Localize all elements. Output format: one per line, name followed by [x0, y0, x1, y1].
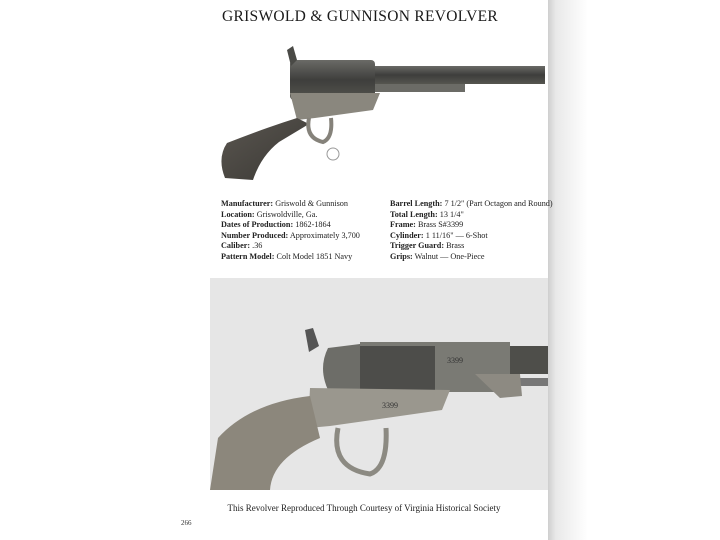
spec-barrel-length: Barrel Length: 7 1/2" (Part Octagon and Round) — [390, 199, 553, 208]
frame-serial: 3399 — [382, 401, 398, 410]
barrel-serial: 3399 — [447, 356, 463, 365]
spec-pattern-model: Pattern Model: Colt Model 1851 Navy — [221, 251, 353, 261]
page-edge-shadow — [548, 0, 720, 540]
spec-grips: Grips: Walnut — One-Piece — [390, 251, 485, 261]
page-number: 266 — [181, 519, 192, 527]
photo-caption: This Revolver Reproduced Through Courtesy of Virginia Historical Society — [227, 503, 501, 513]
spec-manufacturer: Manufacturer: Griswold & Gunnison — [221, 199, 348, 208]
revolver-photo-full — [205, 38, 555, 188]
spec-dates: Dates of Production: 1862-1864 — [221, 220, 331, 230]
spec-cylinder: Cylinder: 1 11/16" — 6-Shot — [390, 230, 488, 240]
specs-right-column — [390, 199, 553, 263]
specs-left-column — [221, 199, 360, 263]
spec-frame: Frame: Brass S#3399 — [390, 220, 464, 230]
spec-number-produced: Number Produced: Approximately 3,700 — [221, 230, 360, 240]
spec-caliber: Caliber: .36 — [221, 241, 263, 251]
spec-trigger-guard: Trigger Guard: Brass — [390, 241, 465, 251]
spec-location: Location: Griswoldville, Ga. — [221, 209, 318, 219]
page-title: GRISWOLD & GUNNISON REVOLVER — [221, 8, 499, 25]
revolver-photo-closeup — [210, 278, 548, 490]
spec-total-length: Total Length: 13 1/4" — [390, 209, 464, 219]
